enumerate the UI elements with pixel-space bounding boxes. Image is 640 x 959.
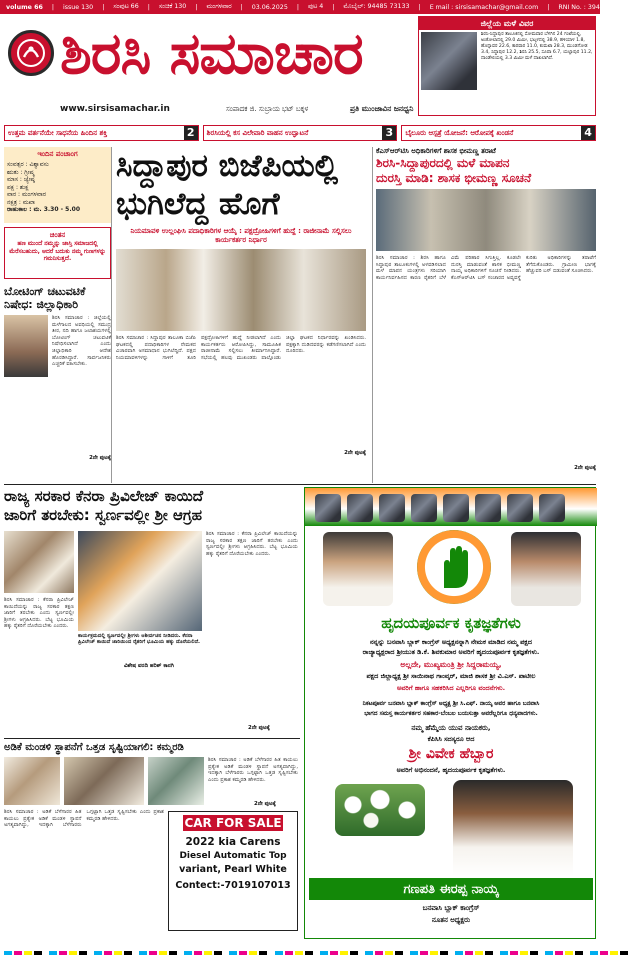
third-more[interactable]: 2ನೇ ಪುಟಕ್ಕೆ <box>254 801 276 807</box>
main-body: ಶಿರಸಿ ಸಮಾಚಾರ : ಸಿದ್ದಾಪುರ ತಾಲೂಕಾ ಬಿಜೆಪಿ ಘಟಕದಲ್ಲಿ ಪದಾಧಿಕಾರಿಗಳ ನೇಮಕದ ವಿಚಾರವಾಗಿ ಅಸಮಾಧಾನ ಭುಗಿಲೆದ್ದಿದೆ. ಪಕ್ಷದ ನಿಯಮಾವಳಿಗಳನ್ನು ಗಾಳಿಗೆ ತೂರಿ ಪಕ್ಷದ್ರೋಹಿಗಳಿಗೆ ಹುದ್ದೆ ನೀಡಲಾಗಿದೆ ಎಂದು ಕಾರ್ಯಕರ್ತರು ಆರೋಪಿಸಿದ್ದು, ಸಾಮೂಹಿಕ ರಾಜೀನಾಮೆ ಸಲ್ಲಿಸಲು ತೀರ್ಮಾನಿಸಿದ್ದಾರೆ. ಸಭೆಯಲ್ಲಿ ಹಲವು ಮುಖಂಡರು ಪಾಲ್ಗೊಂಡು ಜಿಲ್ಲಾ ಘಟಕದ ನಿರ್ಧಾರವನ್ನು ಖಂಡಿಸಿದರು. ಪಕ್ಷಕ್ಕಾಗಿ ದುಡಿದವರನ್ನು ಕಡೆಗಣಿಸಲಾಗಿದೆ ಎಂದು ದೂರಿದರು. <box>116 335 366 361</box>
leader-portrait <box>347 494 373 522</box>
third-headline[interactable]: ಅಡಿಕೆ ಮಂಡಳಿ ಸ್ಥಾಪನೆಗೆ ಒತ್ತಡ ಸೃಷ್ಟಿಯಾಗಲಿ: ಕಮ್ಮರಡಿ <box>4 742 184 753</box>
rain-photo <box>421 32 477 90</box>
third-photo-3 <box>148 757 204 805</box>
ad-title: ಹೃದಯಪೂರ್ವಕ ಕೃತಜ್ಞತೆಗಳು <box>381 614 521 632</box>
masthead <box>0 14 600 120</box>
leader-portrait <box>379 494 405 522</box>
leader-large-left <box>323 532 393 606</box>
right-story <box>372 147 596 483</box>
leader-portraits-row <box>315 494 587 522</box>
editor-line: ಸಂಪಾದಕ ಜಿ. ಸುಬ್ರಾಯ ಭಟ್ ಬಕ್ಕಳ <box>226 105 309 113</box>
website-link[interactable]: www.sirsisamachar.in <box>60 104 170 114</box>
rahukala-line: ರಾಹುಕಾಲ : ಮ. 3.30 - 5.00 <box>7 206 80 213</box>
volume-label: volume 66 <box>6 3 43 11</box>
car-sale-line-3: variant, Pearl White <box>179 864 287 875</box>
issue-label: issue 130 <box>62 3 94 11</box>
newspaper-title: ಶಿರಸಿ ಸಮಾಚಾರ <box>60 19 363 87</box>
right-photo <box>376 189 596 251</box>
right-body: ಶಿರಸಿ ಸಮಾಚಾರ : ಶಿರಸಿ ಹಾಗೂ ಸಿದ್ದಾಪುರ ತಾಲೂಕುಗಳಲ್ಲಿ ಅಳವಡಿಸಲಾದ ಮಳೆ ಮಾಪನ ಯಂತ್ರಗಳು ಸರಿಯಾಗಿ ಕಾರ್ಯನಿರ್ವಹಿಸದ ಕಾರಣ ರೈತರಿಗೆ ಬೆಳೆ ವಿಮೆ ಪರಿಹಾರ ಸಿಗುತ್ತಿಲ್ಲ. ಕೂಡಲೇ ದುರಸ್ತಿ ಮಾಡುವಂತೆ ಶಾಸಕ ಭೀಮಣ್ಣ ನಾಯ್ಕ ಅಧಿಕಾರಿಗಳಿಗೆ ಸೂಚನೆ ನೀಡಿದರು. ಕೆಎಸ್‌ಆರ್‌ಟಿಸಿ ಬಸ್ ಸಂಚಾರದ ಅವ್ಯವಸ್ಥೆ ಕುರಿತು ಅಧಿಕಾರಿಗಳನ್ನು ತರಾಟೆಗೆ ತೆಗೆದುಕೊಂಡರು. ಗ್ರಾಮೀಣ ಭಾಗಕ್ಕೆ ಹೆಚ್ಚುವರಿ ಬಸ್ ಬಿಡುವಂತೆ ಸೂಚಿಸಿದರು. <box>376 255 596 281</box>
ad-role-2: ನೂತನ ಅಧ್ಯಕ್ಷರು <box>431 916 471 924</box>
ad-leader-name: ಶ್ರೀ ವಿವೇಕ ಹೆಬ್ಬಾರ <box>408 746 494 762</box>
ticker-bar <box>4 125 596 141</box>
car-sale-contact: Contect:-7019107013 <box>175 880 291 891</box>
ad-line-9: ಕೆಪಿಸಿಸಿ ಸದಸ್ಯರೂ ಆದ <box>427 735 475 743</box>
car-sale-label: CAR FOR SALE <box>184 816 282 830</box>
third-photo-2 <box>64 757 144 805</box>
car-sale-line-2: Diesel Automatic Top <box>179 851 287 861</box>
ad-role-1: ಬನವಾಸಿ ಬ್ಲಾಕ್ ಕಾಂಗ್ರೆಸ್ <box>422 904 480 912</box>
email-label: E mail : sirsisamachar@gmail.com <box>429 3 539 11</box>
ad-line-2: ರಾಜ್ಯಾಧ್ಯಕ್ಷರಾದ ಶ್ರೀಯುತ ಡಿ.ಕೆ. ಶಿವಕುಮಾರ ಅವರಿಗೆ ಹೃದಯಪೂರ್ವಕ ಕೃತಜ್ಞತೆಗಳು. <box>362 648 540 656</box>
ticker-item-3[interactable] <box>401 125 596 141</box>
leader-portrait <box>507 494 533 522</box>
main-subhead: ನಿಯಮಾವಳಿ ಉಲ್ಲಂಘಿಸಿ ಪದಾಧಿಕಾರಿಗಳ ಆಯ್ಕೆ : ಪಕ್ಷದ್ರೋಹಿಗಳಿಗೆ ಹುದ್ದೆ : ರಾಜೀನಾಮೆ ಸಲ್ಲಿಸಲು ಕಾರ್ಯಕರ್ತರ ನಿರ್ಧಾರ <box>130 227 352 244</box>
congress-ad <box>304 487 596 939</box>
ad-line-10: ಅವರಿಗೆ ಅಭಿನಂದನೆ, ಹೃದಯಪೂರ್ವಕ ಕೃತಜ್ಞತೆಗಳು. <box>396 766 506 774</box>
panchanga-line-6: ನಕ್ಷತ್ರ : ಮಖಾ <box>7 198 36 206</box>
leader-portrait <box>475 494 501 522</box>
flower-bouquet <box>335 784 425 836</box>
sanchike-label: ಸಂಪುಟ 66 <box>113 3 139 10</box>
main-headline-1[interactable]: ಸಿದ್ದಾಪುರ ಬಿಜೆಪಿಯಲ್ಲಿ <box>116 148 339 184</box>
rni-label: RNI No. : 3940/58 <box>558 3 615 11</box>
divider-2 <box>4 738 300 739</box>
third-body-right: ಶಿರಸಿ ಸಮಾಚಾರ : ಅಡಿಕೆ ಬೆಳೆಗಾರರ ಹಿತ ಕಾಯಲು ಪ್ರತ್ಯೇಕ ಅಡಿಕೆ ಮಂಡಳಿ ಸ್ಥಾಪನೆ ಅಗತ್ಯವಾಗಿದ್ದು, ಇದಕ್ಕಾಗಿ ಬೆಳೆಗಾರರು ಒಗ್ಗಟ್ಟಾಗಿ ಒತ್ತಡ ಸೃಷ್ಟಿಸಬೇಕು ಎಂದು ಪ್ರಕಾಶ ಕಮ್ಮರಡಿ ಹೇಳಿದರು. <box>208 757 298 783</box>
left-story-more[interactable]: 2ನೇ ಪುಟಕ್ಕೆ <box>89 455 111 461</box>
second-headline-1[interactable]: ರಾಜ್ಯ ಸರಕಾರ ಕೆನರಾ ಪ್ರಿವಿಲೇಜ್ ಕಾಯಿದೆ <box>4 487 204 505</box>
third-story <box>4 741 300 939</box>
ad-line-7: ಭಾಗದ ಸಮಸ್ತ ಕಾರ್ಯಕರ್ತರ ಸಹಕಾರ-ಬೆಂಬಲ ಬಯಸುತ್ತಾ ಅವರೆಲ್ಲರಿಗೂ ಧನ್ಯವಾದಗಳು. <box>364 710 538 717</box>
ad-line-4: ಪಕ್ಷದ ಜಿಲ್ಲಾಧ್ಯಕ್ಷ ಶ್ರೀ ಸಾಯಿನಾಥ ಗಾಂವ್ಕರ್, ಮಾಜಿ ಶಾಸಕ ಶ್ರೀ ವಿ.ಎಸ್. ಪಾಟೀಲ <box>366 672 536 680</box>
ad-person-name: ಗಣಪತಿ ಈರಪ್ಪ ನಾಯ್ಕ <box>403 881 499 897</box>
ad-line-8: ನಮ್ಮ ಹೆಮ್ಮೆಯ ಯುವ ನಾಯಕರು, <box>411 724 491 732</box>
leader-portrait <box>443 494 469 522</box>
main-photo <box>116 249 366 331</box>
ad-name-banner <box>309 878 593 900</box>
leader-portrait <box>315 494 341 522</box>
third-photo-1 <box>4 757 60 805</box>
main-headline-2[interactable]: ಭುಗಿಲೆದ್ದ ಹೊಗೆ <box>116 186 280 222</box>
panchanga-line-3: ಮಾಸ : ಜ್ಯೇಷ್ಠ <box>7 176 35 183</box>
ticker-text-1: ಉತ್ತಮ ವರ್ತನೆಯೇ ಸಾಧನೆಯ ಹಿಂದಿನ ಶಕ್ತಿ <box>8 128 108 137</box>
ticker-item-2[interactable] <box>203 125 398 141</box>
rainfall-box <box>418 16 596 116</box>
panchanga-title: ಇಂದಿನ ಪಂಚಾಂಗ <box>37 150 78 158</box>
ad-line-1: ನನ್ನನ್ನು ಬನವಾಸಿ ಬ್ಲಾಕ್ ಕಾಂಗ್ರೆಸ್ ಅಧ್ಯಕ್ಷನನ್ನಾಗಿ ನೇಮಕ ಮಾಡಿದ ನಮ್ಮ ಪಕ್ಷದ <box>370 638 532 646</box>
panchanga-line-2: ಋತು : ಗ್ರೀಷ್ಮ <box>7 168 35 176</box>
ticker-page-1: 2 <box>184 126 198 140</box>
panchanga-line-5: ವಾರ : ಮಂಗಳವಾರ <box>7 191 46 198</box>
second-caption: ಕಾರ್ಯಕ್ರಮದಲ್ಲಿ ಸ್ವರ್ಣವಲ್ಲೀ ಶ್ರೀಗಳು ಆಶೀರ್ವಚನ ನೀಡಿದರು. ಕೆನರಾ ಪ್ರಿವಿಲೇಜ್ ಕಾಯಿದೆ ಜಾರಿಯಿಂದ ರೈತರಿಗೆ ಭೂಮಿಯ ಹಕ್ಕು ದೊರೆಯಲಿದೆ. <box>78 633 201 646</box>
ad-line-3: ಅಲ್ಲದೇ, ಮುಖ್ಯಮಂತ್ರಿ ಶ್ರೀ ಸಿದ್ದರಾಮಯ್ಯ, <box>400 660 502 669</box>
chintana-text: ಹಣ ಮುಂದೆ ನಮ್ಮನ್ನು ಜಾಸ್ತಿ ಸಮಾಜದಲ್ಲಿ ಮೆರೆಸಬಹುದು, ಆದರೆ ಬದುಕು ನಮ್ಮ ಗುಣಗಳನ್ನು ಗಮನಿಸುತ್ತದೆ. <box>9 240 106 262</box>
congress-hand-symbol <box>417 530 491 604</box>
crest-icon <box>15 37 47 69</box>
ad-person-photo <box>453 780 573 876</box>
ad-line-6: ನಿಕಟಪೂರ್ವ ಬನವಾಸಿ ಬ್ಲಾಕ್ ಕಾಂಗ್ರೆಸ್ ಅಧ್ಯಕ್ಷ ಶ್ರೀ ಸಿ.ಎಫ್. ನಾಯ್ಕ ಅವರ ಹಾಗೂ ಬನವಾಸಿ <box>362 700 540 707</box>
second-headline-2[interactable]: ಜಾರಿಗೆ ತರಬೇಕು: ಸ್ವರ್ಣವಲ್ಲೀ ಶ್ರೀ ಆಗ್ರಹ <box>4 506 203 524</box>
left-column <box>4 147 112 483</box>
leader-portrait <box>411 494 437 522</box>
rainfall-title: ಜಿಲ್ಲೆಯ ಮಳೆ ವಿವರ <box>419 17 595 30</box>
panchanga-box <box>4 147 111 223</box>
panchanga-line-1: ಸಂವತ್ಸರ : ವಿಶ್ವಾವಸು <box>7 161 49 168</box>
second-story <box>4 487 300 735</box>
left-story-photo <box>4 315 48 377</box>
right-headline-1[interactable]: ಶಿರಸಿ-ಸಿದ್ದಾಪುರದಲ್ಲಿ ಮಳೆ ಮಾಪನ <box>376 156 510 170</box>
top-info-bar: volume 66 | issue 130 | ಸಂಪುಟ 66 | ಸಂಚಿಕೆ 130 | ಮಂಗಳವಾರ | 03.06.2025 | ಪುಟ 4 | ಮೊಬೈಲ್: 94485 73133 | E mail : sirsisamachar@gmail.com | RNI No. : 3940/58 ₹ 3 <box>0 0 600 14</box>
chintana-title: ಚಿಂತನ <box>49 231 66 239</box>
third-body-left: ಶಿರಸಿ ಸಮಾಚಾರ : ಅಡಿಕೆ ಬೆಳೆಗಾರರ ಹಿತ ಕಾಯಲು ಪ್ರತ್ಯೇಕ ಅಡಿಕೆ ಮಂಡಳಿ ಸ್ಥಾಪನೆ ಅಗತ್ಯವಾಗಿದ್ದು, ಇದಕ್ಕಾಗಿ ಬೆಳೆಗಾರರು ಒಗ್ಗಟ್ಟಾಗಿ ಒತ್ತಡ ಸೃಷ್ಟಿಸಬೇಕು ಎಂದು ಪ್ರಕಾಶ ಕಮ್ಮರಡಿ ಹೇಳಿದರು. <box>4 809 164 829</box>
print-registration-strip <box>4 940 596 945</box>
ticker-text-2: ಶಿರಸಿಯಲ್ಲಿ ಕಸ ವಿಲೇವಾರಿ ವಾಹನ ಉದ್ಘಾಟನೆ <box>206 128 309 137</box>
chintana-box <box>4 227 111 279</box>
right-kicker: ಕೆಎಸ್‌ಆರ್‌ಟಿಸಿ ಅಧಿಕಾರಿಗಳಿಗೆ ಶಾಸಕ ಭೀಮಣ್ಣ ತರಾಟೆ <box>376 147 496 155</box>
second-photo-1 <box>4 531 74 593</box>
left-story-body: ಶಿರಸಿ ಸಮಾಚಾರ : ಜಿಲ್ಲೆಯಲ್ಲಿ ಮಳೆಗಾಲದ ಅವಧಿಯಲ್ಲಿ ಸಮುದ್ರ ತೀರ, ನದಿ ಹಾಗೂ ಜಲಾಶಯಗಳಲ್ಲಿ ಬೋಟಿಂಗ್ ಚಟುವಟಿಕೆ ನಿಷೇಧಿಸಲಾಗಿದೆ ಎಂದು ಜಿಲ್ಲಾಧಿಕಾರಿ ಆದೇಶ ಹೊರಡಿಸಿದ್ದಾರೆ. ಸಾರ್ವಜನಿಕರು ಎಚ್ಚರಿಕೆ ವಹಿಸಬೇಕು. <box>52 315 111 368</box>
divider-1 <box>4 484 596 485</box>
leader-large-right <box>511 532 581 606</box>
day-label: ಮಂಗಳವಾರ <box>206 3 232 10</box>
second-body-right: ಶಿರಸಿ ಸಮಾಚಾರ : ಕೆನರಾ ಪ್ರಿವಿಲೇಜ್ ಕಾಯಿದೆಯನ್ನು ರಾಜ್ಯ ಸರಕಾರ ತಕ್ಷಣ ಜಾರಿಗೆ ತರಬೇಕು ಎಂದು ಸ್ವರ್ಣವಲ್ಲೀ ಶ್ರೀಗಳು ಆಗ್ರಹಿಸಿದರು. ಬೆಟ್ಟ ಭೂಮಿಯ ಹಕ್ಕು ರೈತರಿಗೆ ದೊರೆಯಬೇಕು ಎಂದರು. <box>206 531 298 557</box>
date-label: 03.06.2025 <box>251 3 288 11</box>
right-headline-2[interactable]: ದುರಸ್ತಿ ಮಾಡಿ: ಶಾಸಕ ಭೀಮಣ್ಣ ಸೂಚನೆ <box>376 171 532 185</box>
ticker-page-3: 4 <box>581 126 595 140</box>
second-body-left: ಶಿರಸಿ ಸಮಾಚಾರ : ಕೆನರಾ ಪ್ರಿವಿಲೇಜ್ ಕಾಯಿದೆಯನ್ನು ರಾಜ್ಯ ಸರಕಾರ ತಕ್ಷಣ ಜಾರಿಗೆ ತರಬೇಕು ಎಂದು ಸ್ವರ್ಣವಲ್ಲೀ ಶ್ರೀಗಳು ಆಗ್ರಹಿಸಿದರು. ಬೆಟ್ಟ ಭೂಮಿಯ ಹಕ್ಕು ರೈತರಿಗೆ ದೊರೆಯಬೇಕು ಎಂದರು. <box>4 597 74 630</box>
second-photo-2 <box>78 531 202 631</box>
left-story-headline[interactable]: ಬೋಟಿಂಗ್ ಚಟುವಟಿಕೆ ನಿಷೇಧ: ಜಿಲ್ಲಾಧಿಕಾರಿ <box>4 285 86 311</box>
second-reporter: ವಿಶೇಷ ವರದಿ ಹರಿಶ್ ಕಾನಗಿ <box>124 663 174 669</box>
ticker-text-3: ಬೈಲೂರು ಆಸ್ಪತ್ರೆ ಯೋಜನೆ: ಆರೋಪಕ್ಕೆ ಖಂಡನೆ <box>405 128 514 137</box>
newspaper-logo <box>8 30 54 76</box>
ad-line-5: ಅವರಿಗೆ ಹಾಗೂ ಸಹಕರಿಸಿದ ಎಲ್ಲರಿಗೂ ವಂದನೆಗಳು. <box>396 684 506 692</box>
panchanga-line-4: ಪಕ್ಷ : ಶುಕ್ಲ <box>7 183 29 191</box>
price-label: ₹ 3 <box>623 1 640 13</box>
pages-label: ಪುಟ 4 <box>307 3 324 10</box>
right-more[interactable]: 2ನೇ ಪುಟಕ್ಕೆ <box>574 465 596 471</box>
leader-portrait <box>539 494 565 522</box>
second-more[interactable]: 2ನೇ ಪುಟಕ್ಕೆ <box>248 725 270 731</box>
ank-label: ಸಂಚಿಕೆ 130 <box>158 3 187 10</box>
ticker-item-1[interactable] <box>4 125 199 141</box>
car-sale-line-1: 2022 kia Carens <box>185 836 281 848</box>
main-more[interactable]: 2ನೇ ಪುಟಕ್ಕೆ <box>344 450 366 456</box>
tagline: ಪ್ರತಿ ಮುಂಜಾವಿನ ಜನಧ್ವನಿ <box>350 104 414 113</box>
rainfall-text: ಶಿರಸಿ-ಸಿದ್ದಾಪುರ ತಾಲೂಕಿನಲ್ಲಿ ಸೋಮವಾರ ಬೆಳಗಿನ 24 ಗಂಟೆಯಲ್ಲಿ, ಅಂಕೋಲಾದಲ್ಲಿ 29.0 ಮಿಮೀ, ಭಟ್ಕಳದಲ್ಲಿ 38.9, ಹಳಿಯಾಳ 1.8, ಹೊನ್ನಾವರ 22.6, ಕಾರವಾರ 11.0, ಕುಮಟಾ 28.3, ಮುಂಡಗೋಡ 3.4, ಸಿದ್ದಾಪುರ 12.2, ಶಿರಸಿ 25.5, ಸೂಪಾ 6.7, ಯಲ್ಲಾಪುರ 11.2, ದಾಂಡೇಲಿಯಲ್ಲಿ 3.3 ಮಿಮೀ ಮಳೆ ದಾಖಲಾಗಿದೆ. <box>481 32 593 61</box>
hand-icon <box>434 544 474 590</box>
ticker-page-2: 3 <box>382 126 396 140</box>
main-story <box>116 147 366 483</box>
mobile-label: ಮೊಬೈಲ್: 94485 73133 <box>343 3 410 10</box>
car-sale-ad[interactable] <box>168 811 298 931</box>
